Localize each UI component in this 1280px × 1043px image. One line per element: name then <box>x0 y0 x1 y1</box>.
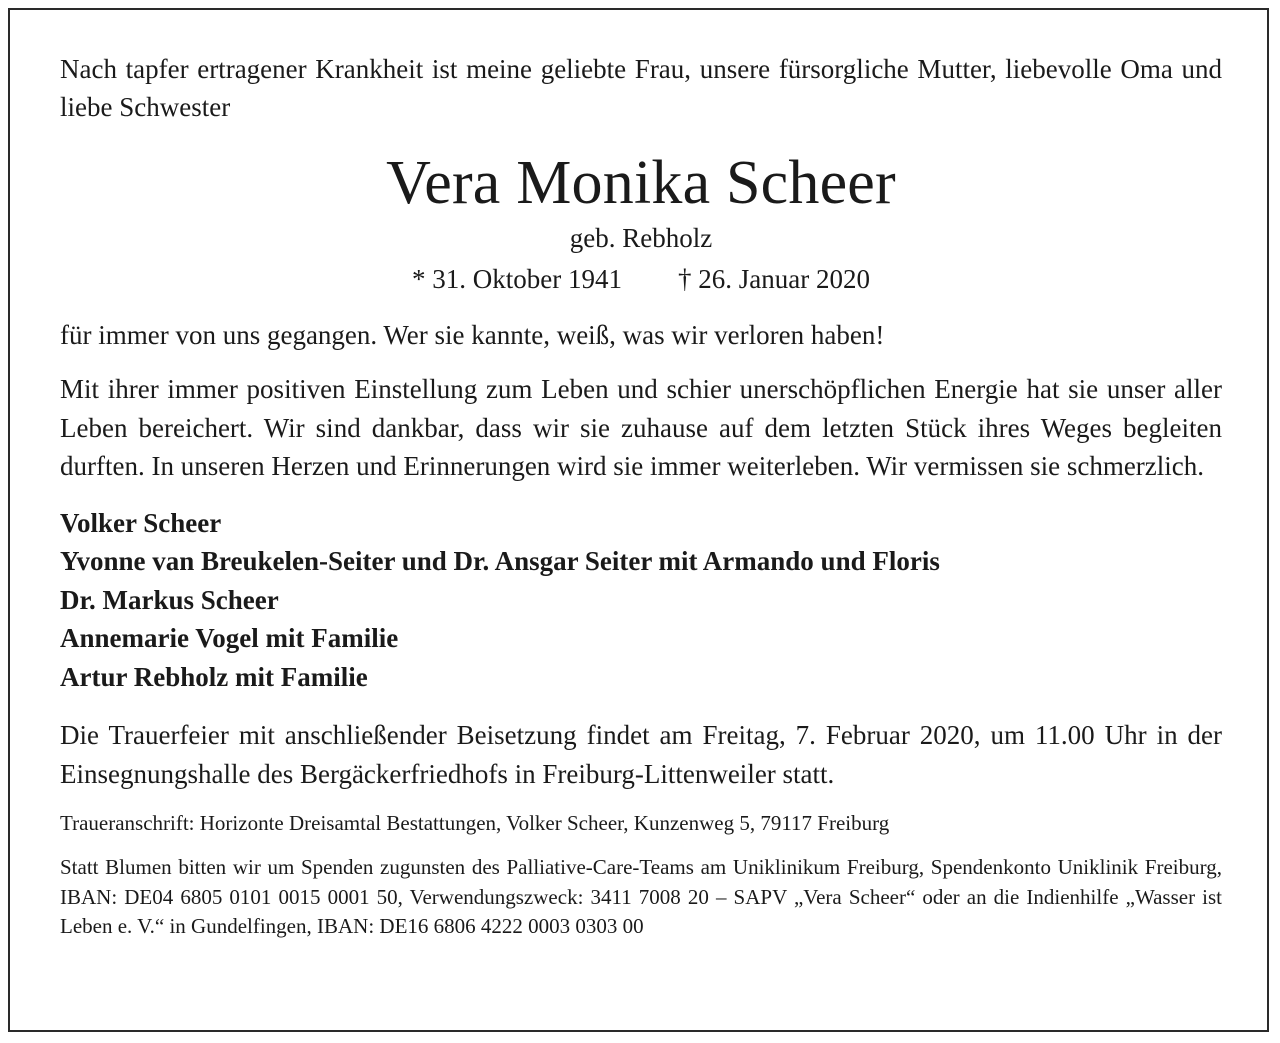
mourner-name: Annemarie Vogel mit Familie <box>60 623 399 653</box>
mourner-name: Dr. Markus Scheer <box>60 584 279 615</box>
donation-info: Statt Blumen bitten wir um Spenden zugunsten des Palliative-Care-Teams am Uniklinikum Freiburg, Spendenkonto Uniklinik Freiburg, IBAN: DE04 6805 0101 0015 0001 50, Verwendungszweck: 3411 7008 20 – SAPV „Vera Scheer“ oder an die Indienhilfe „Wasser ist Leben e. V.“ in Gundelfingen, IBAN: DE16 6806 4222 0003 0303 00 <box>60 855 1222 938</box>
mourner-name: Artur Rebholz mit Familie <box>60 661 368 692</box>
intro-text: Nach tapfer ertragener Krankheit ist meine geliebte Frau, unsere fürsorgliche Mutter, liebevolle Oma und liebe Schwester <box>60 54 1222 122</box>
funeral-info: Die Trauerfeier mit anschließender Beisetzung findet am Freitag, 7. Februar 2020, um 11.00 Uhr in der Einsegnungshalle des Bergäckerfriedhofs in Freiburg-Littenweiler statt. <box>60 720 1222 789</box>
life-dates <box>60 260 1222 298</box>
mourner-name: Yvonne van Breukelen-Seiter und Dr. Ansgar Seiter mit Armando und Floris <box>60 546 940 576</box>
obituary-notice <box>60 50 1222 942</box>
tribute-text: Mit ihrer immer positiven Einstellung zum Leben und schier unerschöpflichen Energie hat sie unser aller Leben bereichert. Wir sind dankbar, dass wir sie zuhause auf dem letzten Stück ihres Weges begleiten durften. In unseren Herzen und Erinnerungen wird sie immer weiterleben. Wir vermissen sie schmerzlich. <box>60 374 1222 481</box>
mourning-address: Traueranschrift: Horizonte Dreisamtal Bestattungen, Volker Scheer, Kunzenweg 5, 79117 Freiburg <box>60 811 890 835</box>
deceased-name: Vera Monika Scheer <box>386 149 896 217</box>
birth-date: * 31. Oktober 1941 <box>412 264 622 294</box>
maiden-name: geb. Rebholz <box>569 223 713 253</box>
death-date: † 26. Januar 2020 <box>678 264 870 294</box>
passage-text: für immer von uns gegangen. Wer sie kannte, weiß, was wir verloren haben! <box>60 320 885 350</box>
mourner-name: Volker Scheer <box>60 507 222 538</box>
mourners-list <box>60 504 1222 697</box>
